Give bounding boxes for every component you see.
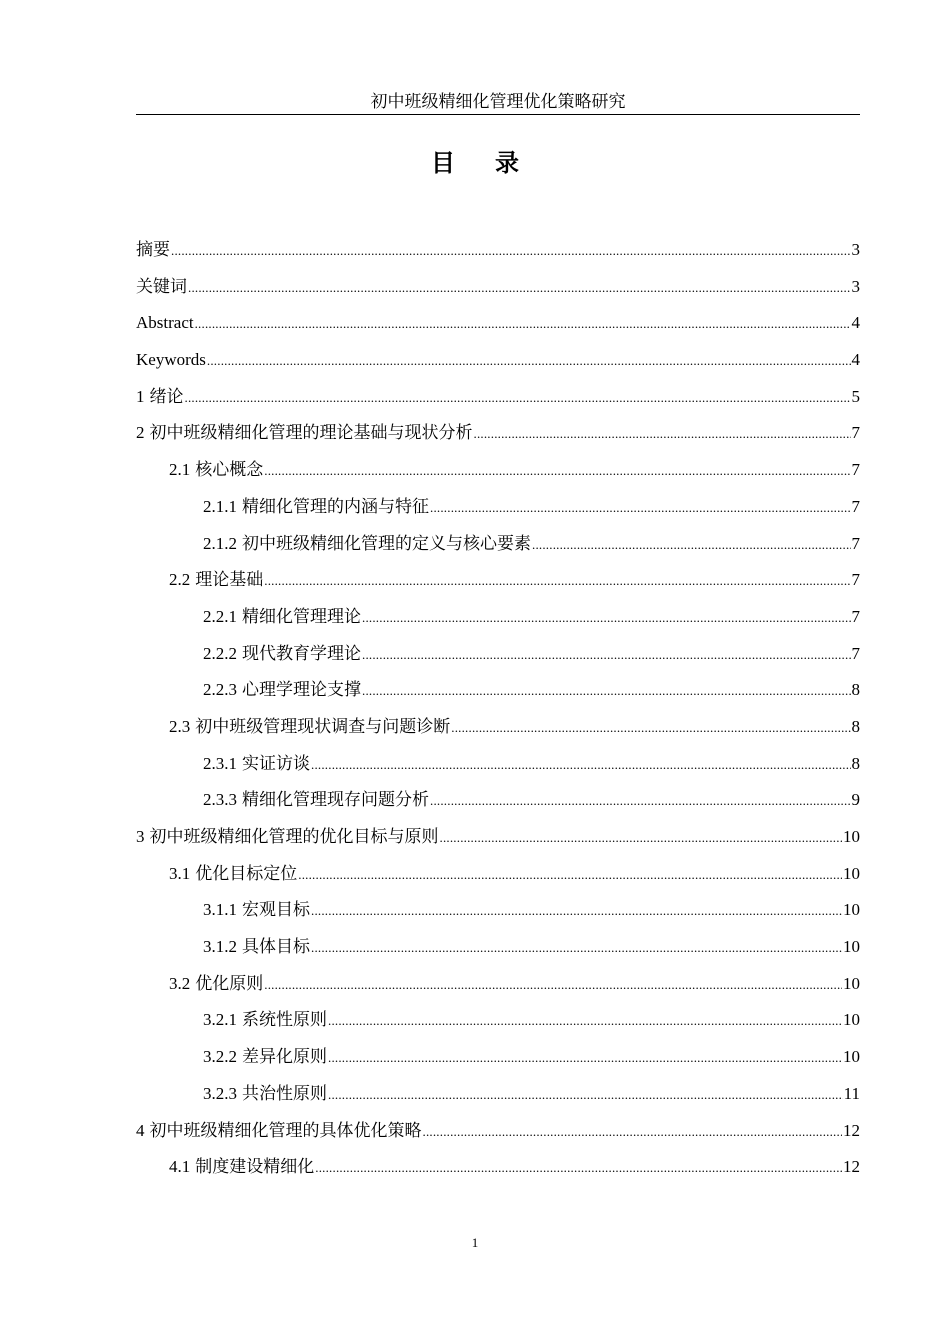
toc-entry[interactable] xyxy=(136,1113,860,1150)
toc-entry-number: 4 xyxy=(136,1120,145,1140)
toc-entry-label xyxy=(169,709,450,746)
toc-entry-label xyxy=(203,1076,327,1113)
toc-entry-number: 3 xyxy=(136,827,145,846)
toc-entry-page: 7 xyxy=(851,606,860,626)
toc-entry-page: 3 xyxy=(851,276,860,296)
toc-entry-label xyxy=(136,305,194,342)
toc-leader-dots xyxy=(188,269,851,307)
toc-entry-text: 系统性原则 xyxy=(242,1010,327,1030)
toc-entry-label xyxy=(169,452,263,489)
toc-leader-dots xyxy=(264,562,850,600)
toc-entry[interactable] xyxy=(136,1076,860,1113)
toc-entry-text: 初中班级精细化管理的定义与核心要素 xyxy=(242,533,531,553)
toc-entry-text: 实证访谈 xyxy=(242,753,310,773)
toc-entry-page: 12 xyxy=(843,1157,860,1177)
toc-entry-number: 2.2 xyxy=(169,570,191,590)
toc-entry[interactable] xyxy=(136,929,860,966)
toc-entry-page: 7 xyxy=(851,533,860,553)
toc-leader-dots xyxy=(451,709,850,747)
toc-entry-number: 3.2.1 xyxy=(203,1010,237,1030)
toc-entry-number: 2 xyxy=(136,423,145,443)
toc-entry-label xyxy=(169,1149,314,1186)
toc-entry-number: 2.1.1 xyxy=(203,496,237,516)
toc-entry-text: 初中班级精细化管理的优化目标与原则 xyxy=(149,827,439,846)
toc-entry[interactable] xyxy=(136,636,860,673)
table-of-contents xyxy=(136,232,860,1186)
page-number: 1 xyxy=(471,1235,479,1250)
toc-leader-dots xyxy=(430,489,851,527)
toc-entry-page: 10 xyxy=(843,900,860,920)
toc-entry-label xyxy=(169,966,263,1003)
toc-entry-label xyxy=(203,672,361,709)
toc-leader-dots xyxy=(362,636,851,674)
toc-leader-dots xyxy=(207,342,851,380)
running-header: 初中班级精细化管理优化策略研究 xyxy=(370,92,626,111)
toc-leader-dots xyxy=(298,856,842,894)
toc-entry-page: 7 xyxy=(851,643,860,663)
toc-entry-text: 理论基础 xyxy=(195,570,264,590)
toc-entry-number: 2.3.1 xyxy=(203,753,237,773)
toc-leader-dots xyxy=(315,1149,842,1187)
toc-entry-label xyxy=(136,269,187,306)
toc-entry-text: 差异化原则 xyxy=(242,1047,327,1067)
toc-entry-number: 3.2.2 xyxy=(203,1047,237,1067)
toc-entry[interactable] xyxy=(136,1149,860,1186)
toc-entry-page: 12 xyxy=(843,1120,860,1140)
toc-entry-number: 3.2.3 xyxy=(203,1083,237,1103)
toc-entry[interactable] xyxy=(136,415,860,452)
toc-entry-text: 现代教育学理论 xyxy=(242,643,361,663)
toc-leader-dots xyxy=(328,1002,842,1040)
toc-leader-dots xyxy=(362,599,851,637)
toc-entry[interactable] xyxy=(136,489,860,526)
toc-leader-dots xyxy=(311,746,851,784)
toc-entry-number: 3.2 xyxy=(169,973,191,993)
toc-entry-page: 7 xyxy=(851,460,860,480)
toc-entry-page: 10 xyxy=(843,1047,860,1067)
toc-entry-page: 10 xyxy=(843,863,860,883)
toc-entry-text: 精细化管理理论 xyxy=(242,606,361,626)
toc-entry[interactable] xyxy=(136,452,860,489)
toc-entry-number: 3.1 xyxy=(169,863,191,883)
toc-entry[interactable] xyxy=(136,892,860,929)
toc-entry-page: 7 xyxy=(851,423,860,443)
toc-title: 目录 xyxy=(431,149,559,177)
toc-entry-page: 10 xyxy=(843,973,860,993)
toc-entry-number: 2.3.3 xyxy=(203,790,237,810)
toc-entry-text: 优化目标定位 xyxy=(195,863,298,883)
toc-entry-text: 精细化管理的内涵与特征 xyxy=(242,496,429,516)
toc-entry-label xyxy=(169,562,263,599)
toc-leader-dots xyxy=(362,672,851,710)
toc-entry[interactable] xyxy=(136,709,860,746)
toc-leader-dots xyxy=(328,1076,843,1114)
toc-entry-number: 3.1.1 xyxy=(203,900,237,920)
toc-entry-label xyxy=(203,1002,327,1039)
toc-entry-page: 7 xyxy=(851,496,860,516)
toc-entry-page: 11 xyxy=(843,1083,860,1103)
toc-entry[interactable] xyxy=(136,966,860,1003)
toc-entry-page: 10 xyxy=(843,827,860,846)
toc-entry[interactable] xyxy=(136,672,860,709)
toc-entry-page: 4 xyxy=(851,313,860,333)
toc-entry-number: 2.1.2 xyxy=(203,533,237,553)
toc-entry-text: 宏观目标 xyxy=(242,900,310,920)
toc-leader-dots xyxy=(311,929,842,967)
toc-entry[interactable] xyxy=(136,746,860,783)
toc-leader-dots xyxy=(430,782,851,820)
toc-entry-page: 10 xyxy=(843,1010,860,1030)
toc-entry-page: 9 xyxy=(851,790,860,810)
toc-leader-dots xyxy=(328,1039,842,1077)
toc-entry[interactable] xyxy=(136,305,860,342)
toc-entry-text: 关键词 xyxy=(136,276,187,296)
toc-leader-dots xyxy=(474,415,851,453)
toc-entry-label xyxy=(203,929,310,966)
toc-entry-label xyxy=(203,489,429,526)
toc-entry-text: Abstract xyxy=(136,313,194,333)
toc-entry-label xyxy=(203,782,429,819)
toc-entry-text: 初中班级精细化管理的具体优化策略 xyxy=(149,1120,422,1140)
toc-entry[interactable] xyxy=(136,1039,860,1076)
toc-entry-number: 2.2.3 xyxy=(203,680,237,700)
toc-entry-label xyxy=(203,892,310,929)
toc-entry-number: 2.2.2 xyxy=(203,643,237,663)
toc-entry-text: 精细化管理现存问题分析 xyxy=(242,790,429,810)
header-rule xyxy=(136,114,860,115)
toc-entry-page: 7 xyxy=(851,570,860,590)
toc-entry[interactable] xyxy=(136,526,860,563)
toc-entry[interactable] xyxy=(136,269,860,306)
toc-entry-number: 3.1.2 xyxy=(203,937,237,957)
toc-leader-dots xyxy=(423,1113,843,1151)
toc-entry-page: 4 xyxy=(851,350,860,370)
toc-entry-text: 共治性原则 xyxy=(242,1083,327,1103)
toc-entry-label xyxy=(203,526,531,563)
toc-entry-label xyxy=(169,856,297,893)
toc-entry[interactable] xyxy=(136,562,860,599)
toc-entry-text: 心理学理论支撑 xyxy=(242,680,361,700)
toc-leader-dots xyxy=(532,526,851,564)
toc-leader-dots xyxy=(264,966,842,1004)
toc-entry-text: Keywords xyxy=(136,350,206,370)
toc-entry-text: 摘要 xyxy=(136,240,170,259)
toc-entry-page: 8 xyxy=(851,716,860,736)
toc-entry-number: 1 xyxy=(136,386,145,406)
toc-entry-label xyxy=(136,342,206,379)
toc-leader-dots xyxy=(440,819,843,857)
toc-entry-page: 10 xyxy=(843,937,860,957)
toc-entry[interactable] xyxy=(136,599,860,636)
toc-entry[interactable] xyxy=(136,819,860,856)
toc-entry[interactable] xyxy=(136,1002,860,1039)
toc-entry-label xyxy=(136,232,170,269)
toc-entry-page: 5 xyxy=(851,386,860,406)
toc-entry[interactable] xyxy=(136,782,860,819)
toc-entry-text: 核心概念 xyxy=(195,460,264,480)
toc-leader-dots xyxy=(195,305,851,343)
toc-entry-page: 8 xyxy=(851,680,860,700)
toc-entry-label xyxy=(136,379,184,416)
toc-entry[interactable] xyxy=(136,342,860,379)
toc-leader-dots xyxy=(171,232,851,270)
toc-entry-text: 初中班级精细化管理的理论基础与现状分析 xyxy=(149,423,473,443)
toc-entry-text: 制度建设精细化 xyxy=(195,1157,315,1177)
toc-entry-number: 2.3 xyxy=(169,716,191,736)
toc-entry[interactable] xyxy=(136,856,860,893)
toc-leader-dots xyxy=(311,892,842,930)
toc-entry-page: 8 xyxy=(851,753,860,773)
toc-entry-label xyxy=(203,1039,327,1076)
toc-entry-text: 优化原则 xyxy=(195,973,264,993)
toc-entry[interactable] xyxy=(136,379,860,416)
toc-entry-text: 具体目标 xyxy=(242,937,310,957)
toc-entry-label xyxy=(203,599,361,636)
toc-entry-number: 2.2.1 xyxy=(203,606,237,626)
toc-entry-text: 绪论 xyxy=(149,386,184,406)
toc-entry-label xyxy=(203,746,310,783)
toc-entry-label xyxy=(136,819,439,856)
toc-leader-dots xyxy=(185,379,851,417)
toc-entry-label xyxy=(136,1113,422,1150)
toc-entry-label xyxy=(203,636,361,673)
toc-entry-text: 初中班级管理现状调查与问题诊断 xyxy=(195,716,451,736)
toc-entry-number: 2.1 xyxy=(169,460,191,480)
toc-leader-dots xyxy=(264,452,850,490)
toc-entry[interactable] xyxy=(136,232,860,269)
toc-entry-page: 3 xyxy=(851,240,860,259)
toc-entry-number: 4.1 xyxy=(169,1157,191,1177)
toc-entry-label xyxy=(136,415,473,452)
